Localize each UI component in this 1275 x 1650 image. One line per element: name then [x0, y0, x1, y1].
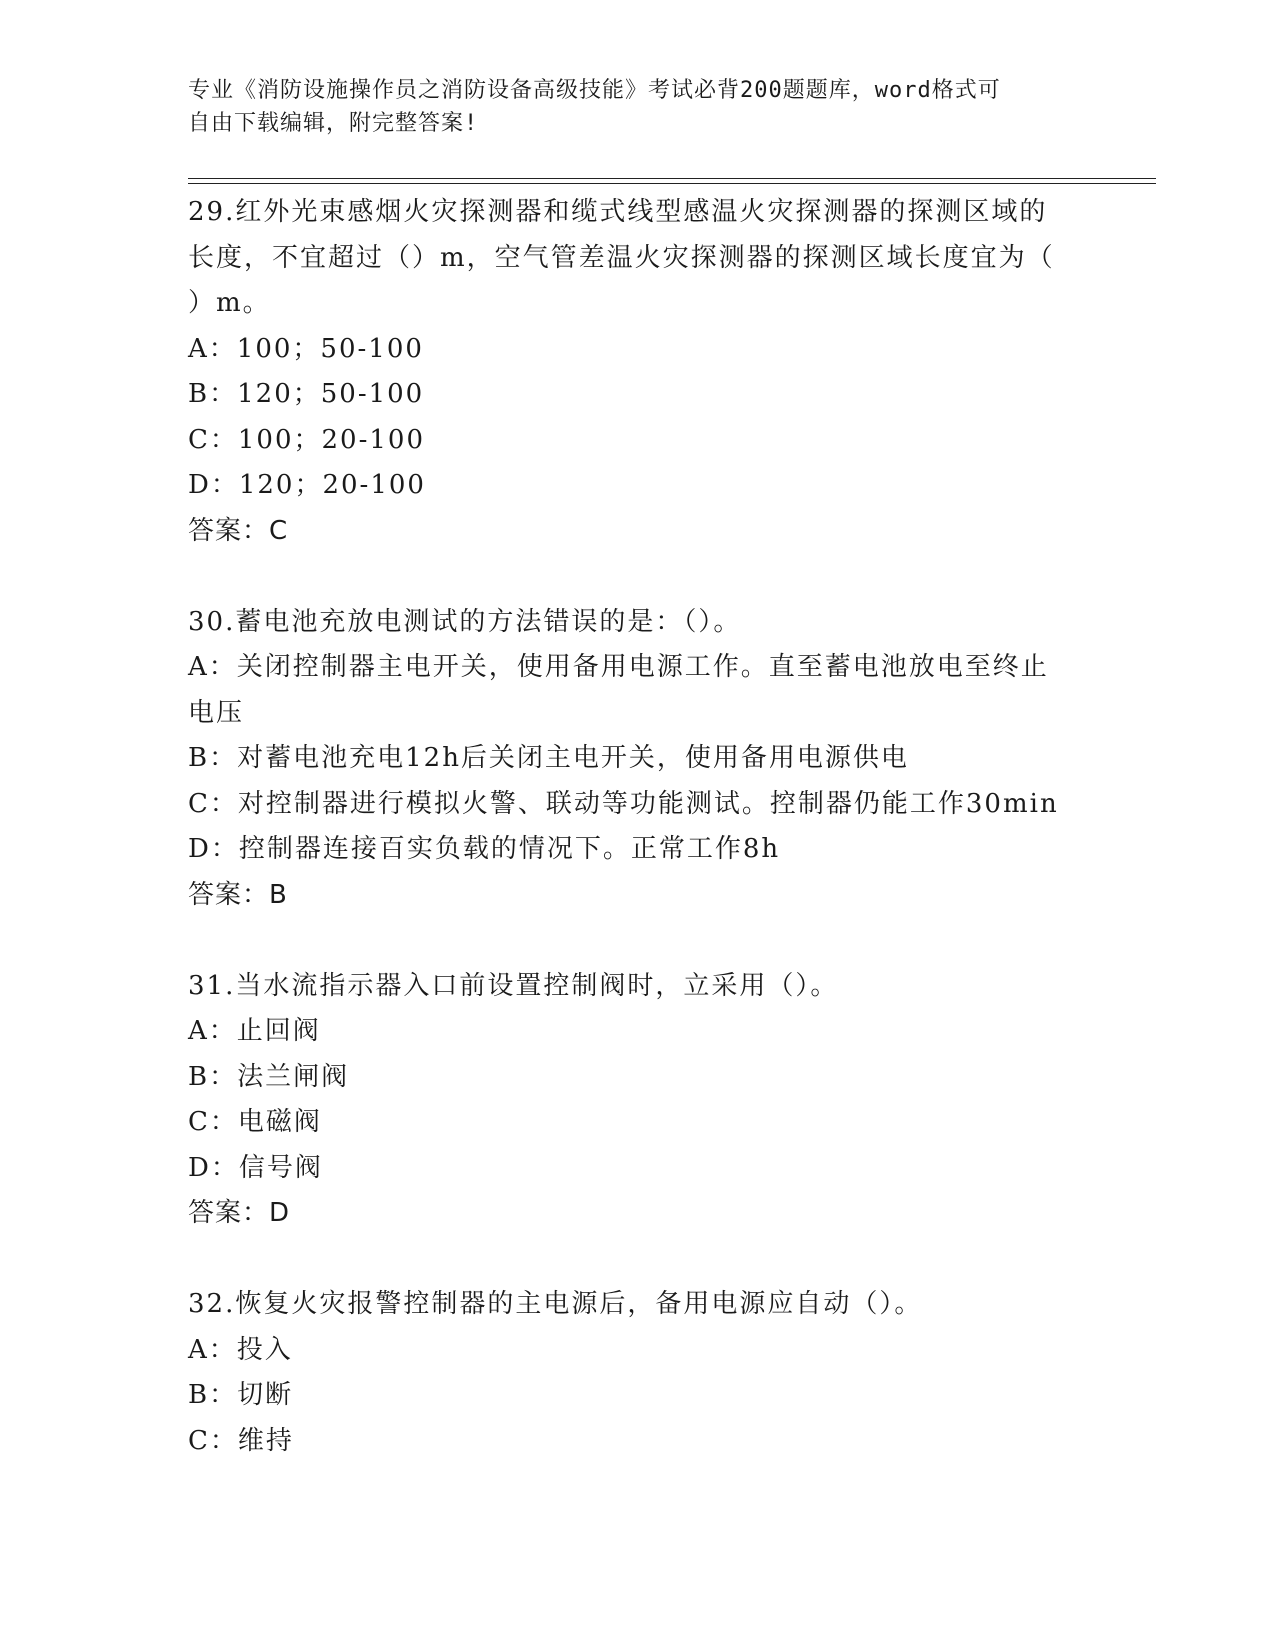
option-c: C：维持 [188, 1425, 294, 1456]
header-divider-top [188, 178, 1156, 179]
answer: 答案：B [188, 879, 288, 910]
document-header [188, 74, 1088, 140]
question-list [188, 190, 1088, 1464]
question-text: 29.红外光束感烟火灾探测器和缆式线型感温火灾探测器的探测区域的 [188, 197, 1048, 227]
header-divider-bottom [188, 183, 1156, 184]
question-text: 31.当水流指示器入口前设置控制阀时，立采用（）。 [188, 970, 839, 1001]
header-line-1: 专业《消防设施操作员之消防设备高级技能》考试必背200题题库，word格式可 [188, 78, 1001, 103]
option-d: D：信号阀 [188, 1152, 323, 1183]
question-text: 长度，不宜超过（）m，空气管差温火灾探测器的探测区域长度宜为（ [188, 242, 1055, 273]
spacer [188, 918, 1088, 964]
option-a: A：止回阀 [188, 1016, 321, 1046]
question-30 [188, 600, 1088, 919]
option-b: B：法兰闸阀 [188, 1061, 350, 1092]
option-a-continued: 电压 [188, 697, 245, 728]
option-d: D：120；20-100 [188, 470, 426, 500]
option-c: C：电磁阀 [188, 1107, 322, 1137]
question-text: 32.恢复火灾报警控制器的主电源后，备用电源应自动（）。 [188, 1289, 923, 1319]
spacer [188, 554, 1088, 600]
spacer [188, 1237, 1088, 1283]
question-text: ）m。 [188, 288, 271, 318]
option-b: B：对蓄电池充电12h后关闭主电开关，使用备用电源供电 [188, 743, 909, 773]
question-text: 30.蓄电池充放电测试的方法错误的是：（）。 [188, 606, 742, 637]
header-line-2: 自由下载编辑，附完整答案! [188, 111, 479, 136]
option-a: A：关闭控制器主电开关，使用备用电源工作。直至蓄电池放电至终止 [188, 652, 1049, 682]
option-a: A：投入 [188, 1334, 293, 1365]
answer: 答案：C [188, 515, 289, 546]
option-c: C：对控制器进行模拟火警、联动等功能测试。控制器仍能工作30min [188, 788, 1059, 819]
option-a: A：100；50-100 [188, 333, 424, 364]
question-31 [188, 964, 1088, 1237]
question-32 [188, 1282, 1088, 1464]
question-29 [188, 190, 1088, 554]
option-c: C：100；20-100 [188, 424, 426, 455]
option-d: D：控制器连接百实负载的情况下。正常工作8h [188, 834, 781, 864]
option-b: B：120；50-100 [188, 379, 425, 409]
answer: 答案：D [188, 1198, 291, 1228]
option-b: B：切断 [188, 1380, 294, 1410]
